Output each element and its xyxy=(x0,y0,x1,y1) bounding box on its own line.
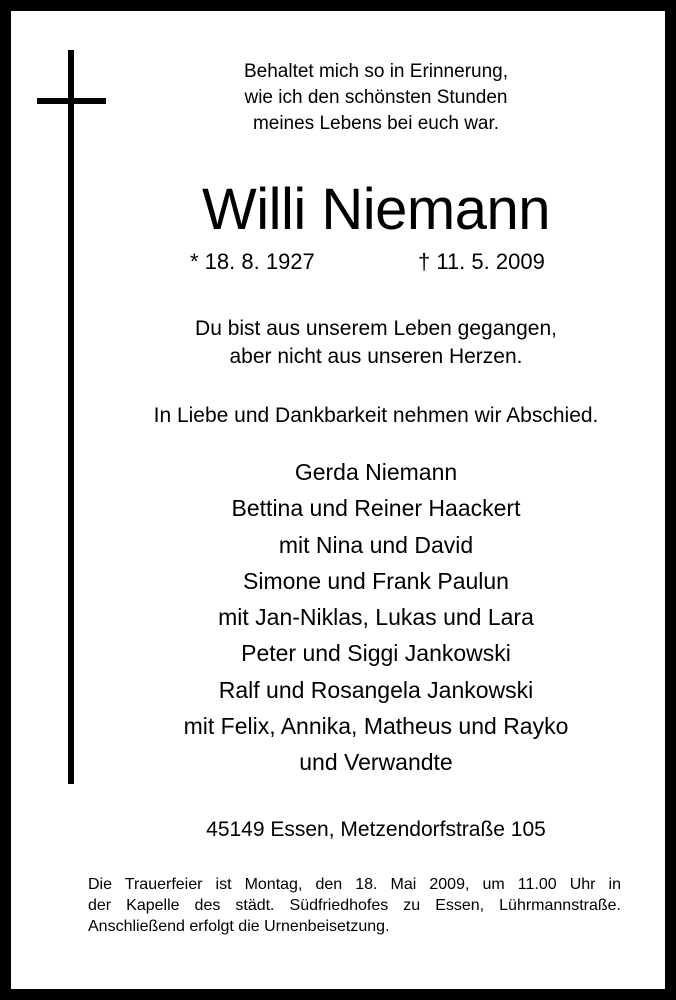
quote-line: meines Lebens bei euch war. xyxy=(252,113,500,134)
notice-line: der Kapelle des städt. Südfriedhofes zu Essen, Lührmannstraße. xyxy=(88,897,621,914)
family-member: Simone und Frank Paulun xyxy=(243,567,509,594)
notice-line: Anschließend erfolgt die Urnenbeisetzung. xyxy=(88,918,390,935)
family-member: mit Nina und David xyxy=(278,531,474,558)
memorial-saying xyxy=(96,315,656,371)
family-member: Peter und Siggi Jankowski xyxy=(241,640,511,667)
family-member: Bettina und Reiner Haackert xyxy=(231,495,521,522)
family-list xyxy=(96,454,656,781)
birth-date: * 18. 8. 1927 xyxy=(190,249,315,274)
memorial-quote xyxy=(96,59,656,137)
family-member: Gerda Niemann xyxy=(294,459,458,485)
quote-line: Behaltet mich so in Erinnerung, xyxy=(243,61,509,82)
death-date: † 11. 5. 2009 xyxy=(418,249,545,274)
notice-line: Die Trauerfeier ist Montag, den 18. Mai 2009, um 11.00 Uhr in xyxy=(88,876,621,893)
family-member: mit Felix, Annika, Matheus und Rayko xyxy=(183,713,569,740)
funeral-notice xyxy=(88,874,621,937)
saying-line: aber nicht aus unseren Herzen. xyxy=(229,345,523,368)
family-member: mit Jan-Niklas, Lukas und Lara xyxy=(218,604,534,631)
quote-line: wie ich den schönsten Stunden xyxy=(244,87,508,108)
deceased-name: Willi Niemann xyxy=(201,177,550,242)
saying-line: Du bist aus unserem Leben gegangen, xyxy=(195,317,557,340)
farewell-text: In Liebe und Dankbarkeit nehmen wir Abschied. xyxy=(153,404,599,427)
cross-icon-vertical-bar xyxy=(68,50,74,784)
family-member: Ralf und Rosangela Jankowski xyxy=(218,676,534,703)
family-member: und Verwandte xyxy=(299,749,453,776)
family-address: 45149 Essen, Metzendorfstraße 105 xyxy=(206,818,546,841)
